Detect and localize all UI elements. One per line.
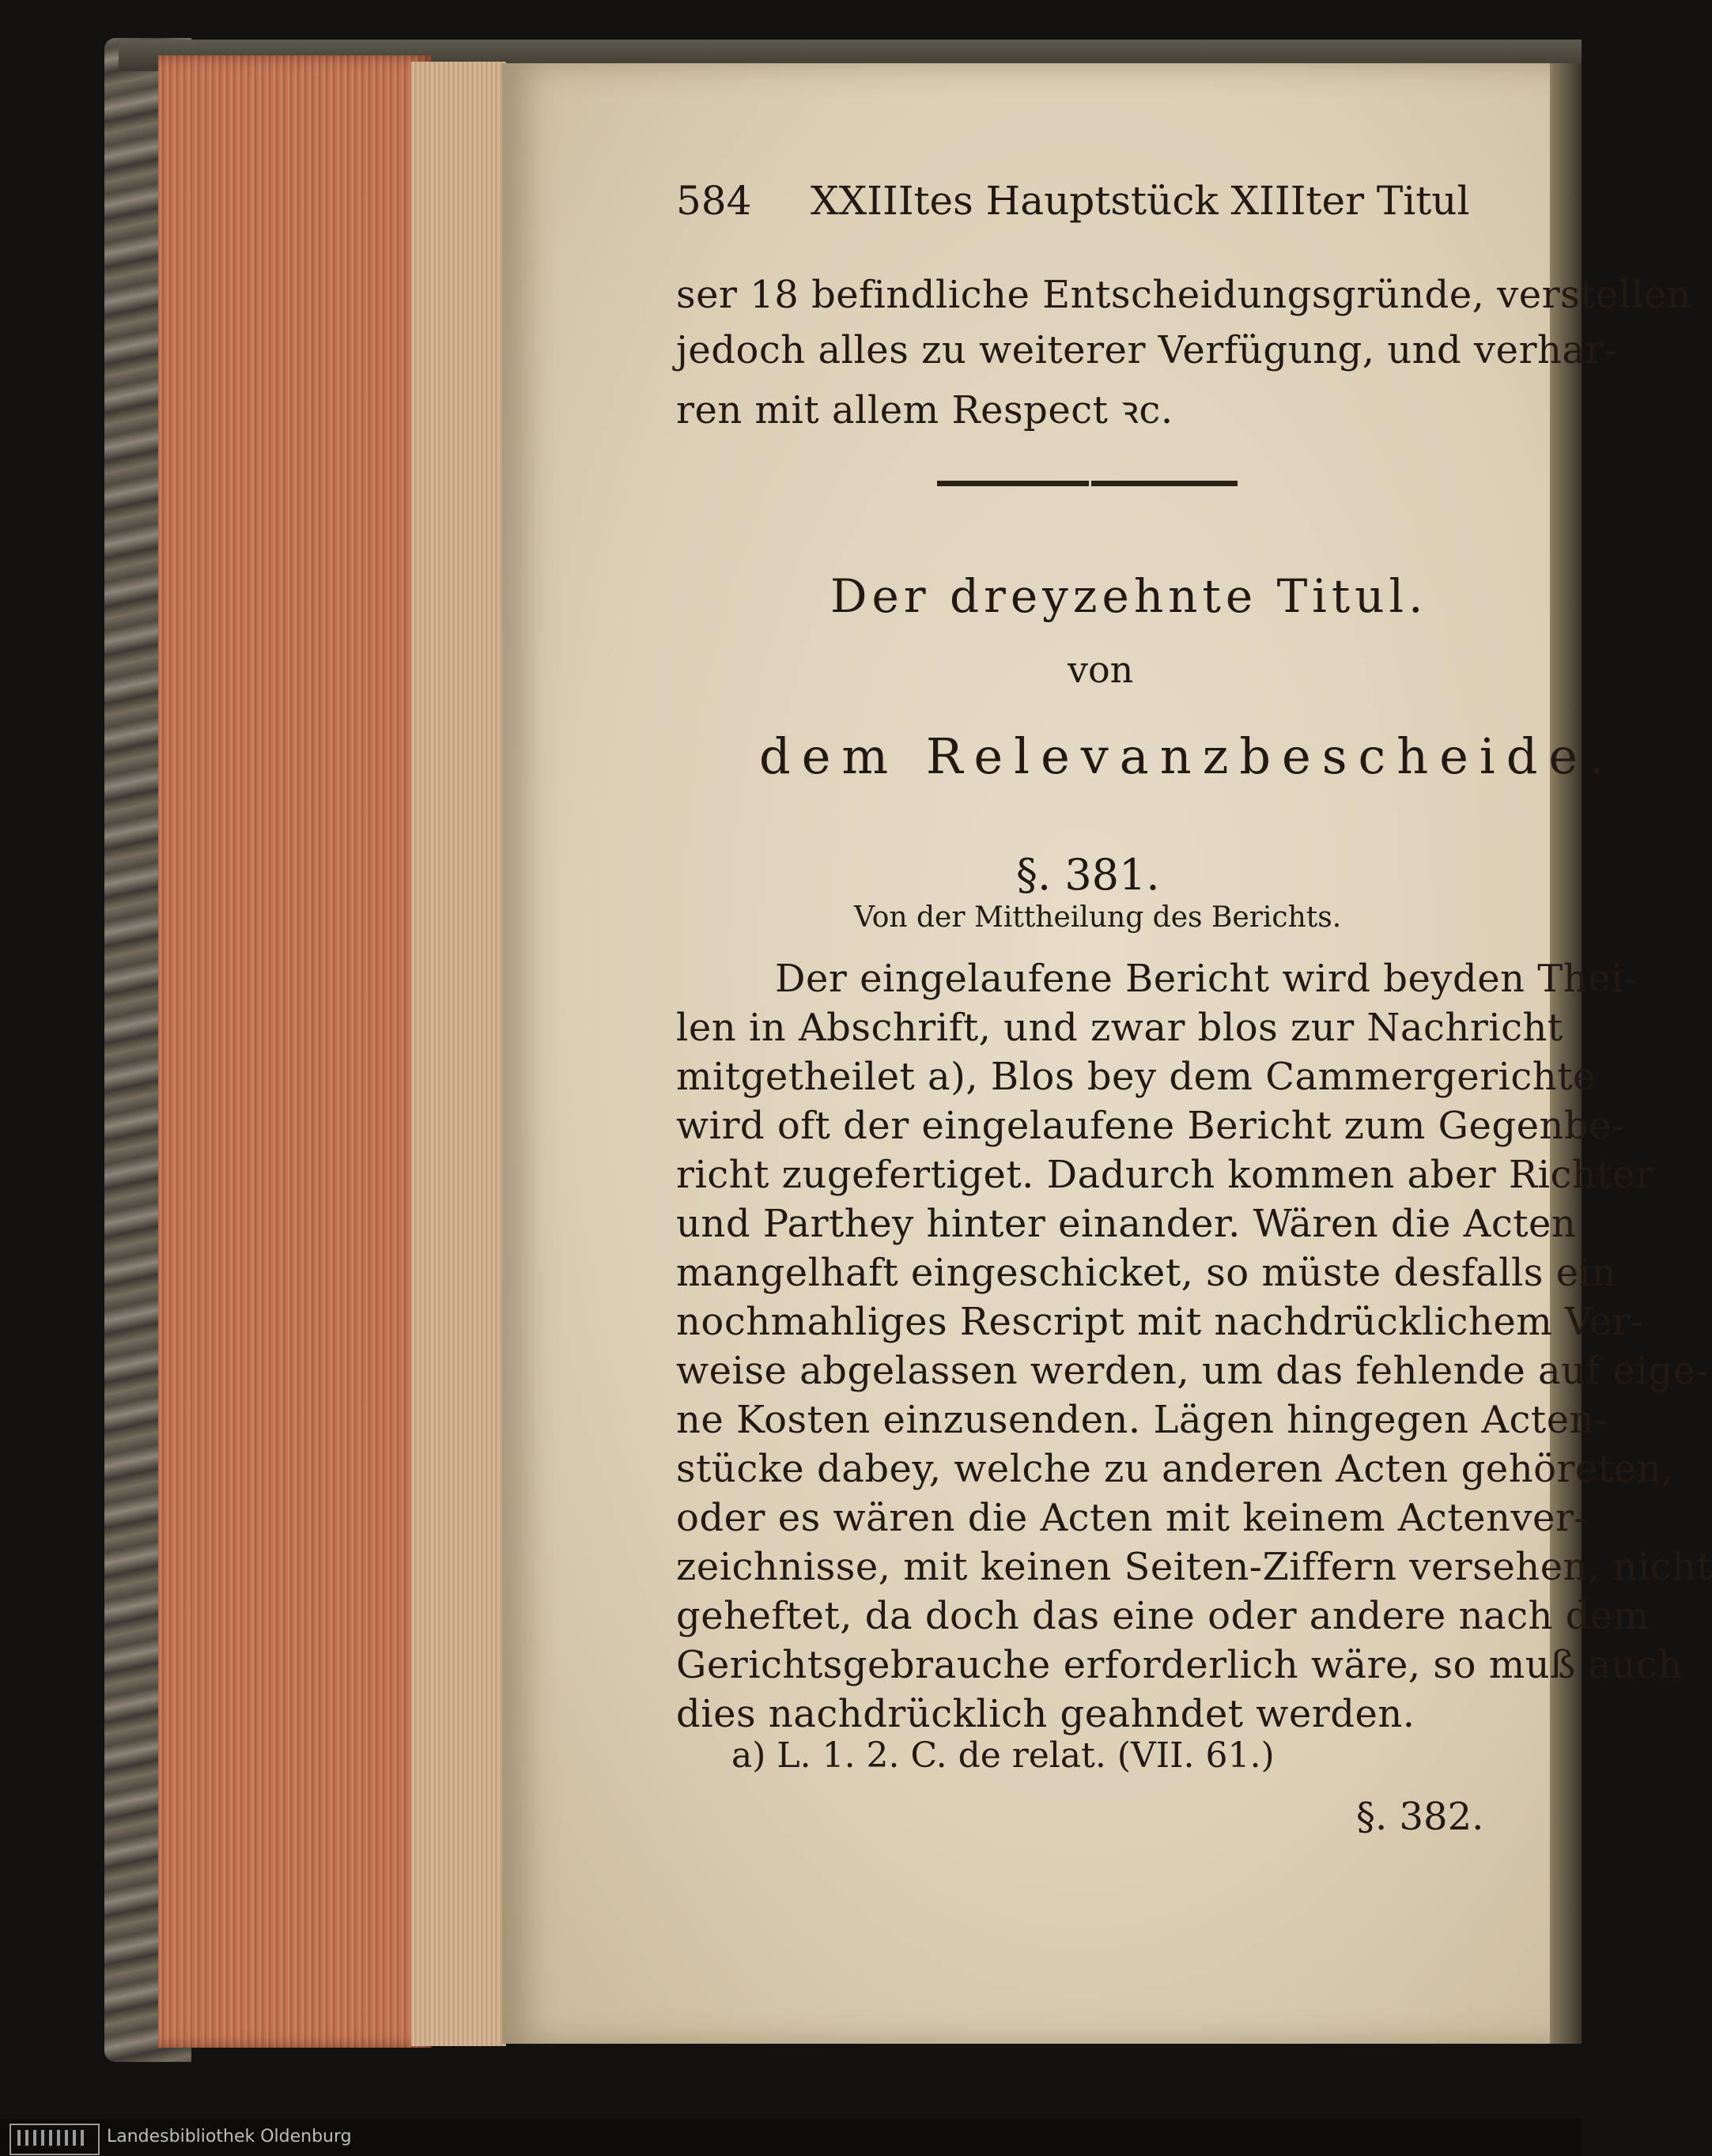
body-line: oder es wären die Acten mit keinem Actenver-	[676, 1496, 1588, 1540]
footer-library-name: Landesbibliothek Oldenburg	[107, 2127, 352, 2147]
chapter-title-von: von	[1068, 648, 1134, 691]
body-line: mitgetheilet a), Blos bey dem Cammergerichte	[676, 1055, 1596, 1099]
body-line: geheftet, da doch das eine oder andere nach dem	[676, 1594, 1650, 1638]
section-number: §. 381.	[1016, 850, 1160, 900]
divider-rule-right	[1091, 481, 1238, 486]
divider-rule-left	[937, 481, 1089, 486]
body-line: weise abgelassen werden, um das fehlende auf eige-	[676, 1349, 1710, 1393]
catchword: §. 382.	[1356, 1795, 1484, 1839]
body-top-line: ren mit allem Respect ꝛc.	[676, 388, 1173, 432]
body-line: mangelhaft eingeschicket, so müste desfalls ein	[676, 1251, 1616, 1295]
footnote: a) L. 1. 2. C. de relat. (VII. 61.)	[731, 1735, 1275, 1776]
body-line: dies nachdrücklich geahndet werden.	[676, 1692, 1415, 1736]
body-top-line: jedoch alles zu weiterer Verfügung, und verhar-	[676, 328, 1617, 372]
running-head: XXIIItes Hauptstück XIIIter Titul	[811, 178, 1470, 224]
page-number: 584	[676, 178, 752, 224]
page-edges-inner	[411, 62, 506, 2046]
body-line: Der eingelaufene Bericht wird beyden Thei-	[775, 957, 1637, 1001]
body-line: len in Abschrift, und zwar blos zur Nachricht	[676, 1006, 1563, 1050]
body-line: ne Kosten einzusenden. Lägen hingegen Acten-	[676, 1398, 1608, 1442]
body-top-line: ser 18 befindliche Entscheidungsgründe, verstellen	[676, 273, 1691, 317]
chapter-title: Der dreyzehnte Titul.	[830, 569, 1428, 623]
body-line: wird oft der eingelaufene Bericht zum Gegenbe-	[676, 1104, 1625, 1148]
page-edges	[158, 55, 431, 2048]
body-line: Gerichtsgebrauche erforderlich wäre, so muß auch	[676, 1643, 1683, 1687]
body-line: richt zugefertiget. Dadurch kommen aber Richter	[676, 1153, 1654, 1197]
library-logo-icon	[9, 2124, 100, 2155]
body-line: nochmahliges Rescript mit nachdrücklichem Ver-	[676, 1300, 1644, 1344]
body-line: stücke dabey, welche zu anderen Acten gehöreten,	[676, 1447, 1674, 1491]
body-line: und Parthey hinter einander. Wären die Acten	[676, 1202, 1577, 1246]
body-line: zeichnisse, mit keinen Seiten-Ziffern versehen, nicht	[676, 1545, 1712, 1589]
section-heading: Von der Mittheilung des Berichts.	[854, 901, 1342, 934]
chapter-subtitle: dem Relevanzbescheide.	[759, 727, 1616, 785]
